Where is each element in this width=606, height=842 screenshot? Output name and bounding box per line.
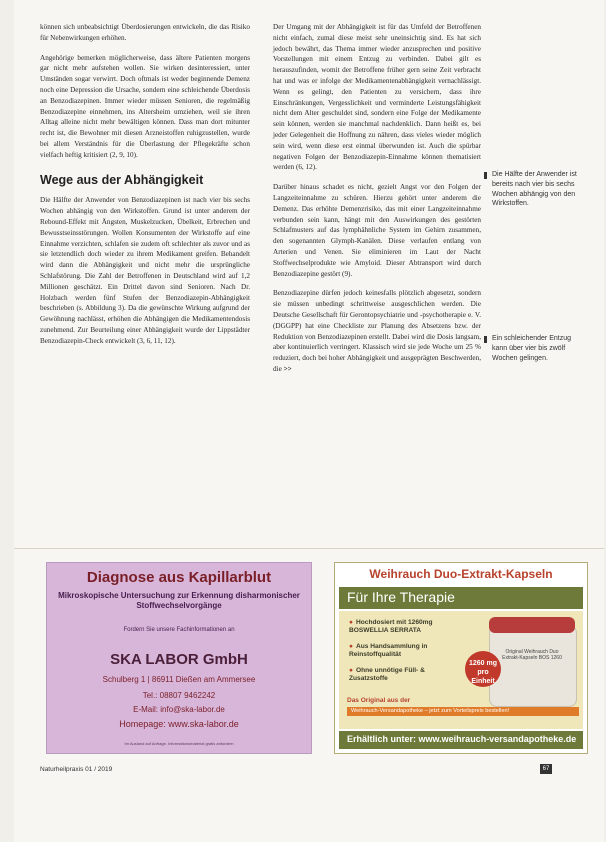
- sidenote-bullet-icon: [484, 336, 487, 343]
- ad-footer-text: Erhältlich unter: www.weihrauch-versandapotheke.de: [347, 734, 577, 744]
- bullet-icon: ●: [349, 619, 353, 626]
- ad-feature: [349, 643, 459, 659]
- ad-feature-text: Hochdosiert mit 1260mg BOSWELLIA SERRATA: [349, 619, 433, 634]
- product-jar-label: Original Weihrauch Duo Extrakt-Kapseln BOS 1260: [502, 649, 562, 661]
- ad-body: [339, 611, 583, 729]
- ad-subtitle: Mikroskopische Untersuchung zur Erkennung disharmonischer Stoffwechselvorgänge: [58, 591, 300, 610]
- bullet-icon: ●: [349, 667, 353, 674]
- product-jar-image: [489, 625, 577, 707]
- page-number: 67: [540, 764, 552, 774]
- sidenote-bullet-icon: [484, 172, 487, 179]
- paragraph-text: Benzodiazepine dürfen jedoch keinesfalls plötzlich abgesetzt, sondern sie müssen unbedingt schrittweise ausgeschlichen werden. Die Deutsche Gesellschaft für Gerontopsychiatrie und -psychotherapie e. V. (DGGPP) hat eine Checkliste zur Planung des Absetzens bzw. der Reduktion von Benzodiazepinen erstellt. Dabei wird die Dosis langsam, aber kontinuierlich verringert. Klassisch wird sie jede Woche um 25 % reduziert, doch bei hoher Abhängigkeit und ausgeprägten Beschwerden, die: [273, 289, 481, 373]
- ad-phone: Tel.: 08807 9462242: [142, 691, 216, 700]
- section-heading: Wege aus der Abhängigkeit: [40, 172, 204, 187]
- ad-title: Diagnose aus Kapillarblut: [86, 569, 272, 586]
- ad-fineprint: Im Ausland auf Anfrage. Informationsmaterial gratis anfordern: [124, 741, 234, 746]
- ad-feature: [349, 619, 459, 635]
- ad-original-text: Das Original aus der: [347, 697, 411, 704]
- bullet-icon: ●: [349, 643, 353, 650]
- paragraph: Angehörige bemerken möglicherweise, dass ältere Patienten morgens gar nicht mehr aufstehen wollen. Sie wirken desinteressiert, unter Umständen sogar verwirrt. Doch oftmals ist weder beginnende Demenz noch eine Depression die Ursache, sondern eine schleichende Überdosis an Benzodiazepinen. Immer wieder müssen Senioren, die regelmäßig Benzodiazepine einnehmen, ins Altersheim umziehen, weil sie ihren Alltag alleine nicht mehr bewältigen können. Dass man dort mitunter recht ist, die Bewohner mit diesen Arzneistoffen ruhigzustellen, wurde bei allem Verständnis für die Überlastung der Pflegekräfte schon vielfach heftig kritisiert (2, 9, 10).: [40, 53, 250, 159]
- sidenote-text: Ein schleichender Entzug kann über vier bis zwölf Wochen gelingen.: [492, 335, 571, 362]
- advertisement-ska-labor: [46, 562, 312, 754]
- article-left-column: [40, 22, 250, 356]
- continue-arrow: >>: [283, 364, 292, 373]
- paragraph: können sich unbeabsichtigt Überdosierungen entwickeln, die das Risiko für Nebenwirkungen erhöhen.: [40, 23, 250, 42]
- ad-offer-text: Weihrauch-Versandapotheke – jetzt zum Vorteilspreis bestellen!: [351, 708, 510, 714]
- dosage-badge: 1260 mg pro Einheit: [465, 651, 501, 687]
- paragraph: Der Umgang mit der Abhängigkeit ist für das Umfeld der Betroffenen nicht einfach, zumal diese meist sehr uneinsichtig sind. Es hat sich jedoch bewährt, das Thema immer wieder anzusprechen und positive Vorstellungen mit einem Entzug zu verbinden. Dabei gilt es herauszufinden, womit der Betroffene früher gern seine Zeit verbracht hat und was er infolge der Medikamentenabhängigkeit vernachlässigt. Wenn es gelingt, den Patienten zu versichern, dass ihre Einschränkungen, Vergesslichkeit und verminderte Leistungsfähigkeit nicht dem Alter geschuldet sind, sondern eine Folge der Medikamente sein können, werden sie manchmal nachdenklich. Dann heißt es, bei jeder Gelegenheit die Hoffnung zu nähren, dass vieles wieder möglich sein wird, wenn diese erst einmal überwunden ist. Auch die spürbar negativen Folgen der Benzodiazepin-Einnahme können thematisiert werden (6, 12).: [273, 23, 481, 172]
- ad-band: [339, 587, 583, 609]
- ad-address: Schulberg 1 | 86911 Dießen am Ammersee: [102, 675, 256, 684]
- sidenote-text: Die Hälfte der Anwender ist bereits nach vier bis sechs Wochen abhängig von den Wirkstoffen.: [492, 171, 577, 208]
- ad-email: E-Mail: info@ska-labor.de: [133, 705, 225, 714]
- sidenote: [492, 170, 578, 209]
- ad-company-name: SKA LABOR GmbH: [110, 651, 248, 668]
- sidenote: [492, 334, 578, 363]
- advertisement-weihrauch: [334, 562, 588, 754]
- paragraph: [273, 288, 481, 374]
- ad-website: Homepage: www.ska-labor.de: [119, 719, 239, 729]
- ad-feature-text: Ohne unnötige Füll- & Zusatzstoffe: [349, 667, 425, 682]
- ad-info: Fordern Sie unsere Fachinformationen an: [123, 627, 235, 633]
- paragraph: Darüber hinaus schadet es nicht, gezielt Angst vor den Folgen der Langzeiteinnahme zu schüren. Hierzu gehört unter anderem die Demenz. Das erhöhte Demenzrisiko, das mit einer Langzeiteinnahme verbunden sein kann, hängt mit den Auswirkungen des gestörten Schlafmusters auf das lymphähnliche System im Gehirn zusammen, den sogenannten Glymph-Kanälen. Diese verlaufen entlang von Arterien und Venen. Sie eliminieren im Laut der Nacht Stoffwechselprodukte wie Amyloid. Dieser Abtransport wird durch Benzodiazepine gestört (9).: [273, 183, 481, 278]
- divider: [14, 548, 604, 549]
- product-jar-lid: [489, 617, 575, 633]
- ad-band-text: Für Ihre Therapie: [347, 589, 455, 605]
- paragraph: Die Hälfte der Anwender von Benzodiazepinen ist nach vier bis sechs Wochen abhängig von den Wirkstoffen. Grund ist unter anderem der Rebound-Effekt mit Ängsten, Muskelzucken, Übelkeit, Erbrechen und Bewusstseinsstörungen. Wollen Konsumenten der Wirkstoffe auf eine Einnahme verzichten, schlafen sie zudem oft schlechter als zuvor und as sie letztendlich doch wieder zu ihrem Medikament greifen. Behandelt wird dann die Abhängigkeit und nicht mehr die ursprüngliche Schlafstörung. Die Zahl der Betroffenen in Deutschland wird auf 1,2 Millionen geschätzt. Ein Drittel davon sind Senioren. Nach Dr. Holzbach werden fünf Stufen der Benzodiazepin-Abhängigkeit beschrieben (s. Abbildung 3). Da die gewünschte Wirkung aufgrund der Gewöhnung nachlässt, erhöhen die Abhängigen die Medikamentendosis zunehmend. Zur Beurteilung einer Abhängigkeit wurde der Lippstädter Benzodiazepin-Check entwickelt (3, 6, 11, 12).: [40, 196, 250, 345]
- ad-offer-band: [347, 707, 579, 716]
- ad-feature: [349, 667, 459, 683]
- ad-title: Weihrauch Duo-Extrakt-Kapseln: [369, 567, 553, 581]
- issue-footer: Naturheilpraxis 01 / 2019: [40, 766, 113, 773]
- ad-feature-text: Aus Handsammlung in Reinstoffqualität: [349, 643, 428, 658]
- article-middle-column: [273, 22, 481, 384]
- ad-footer-band: [339, 731, 583, 749]
